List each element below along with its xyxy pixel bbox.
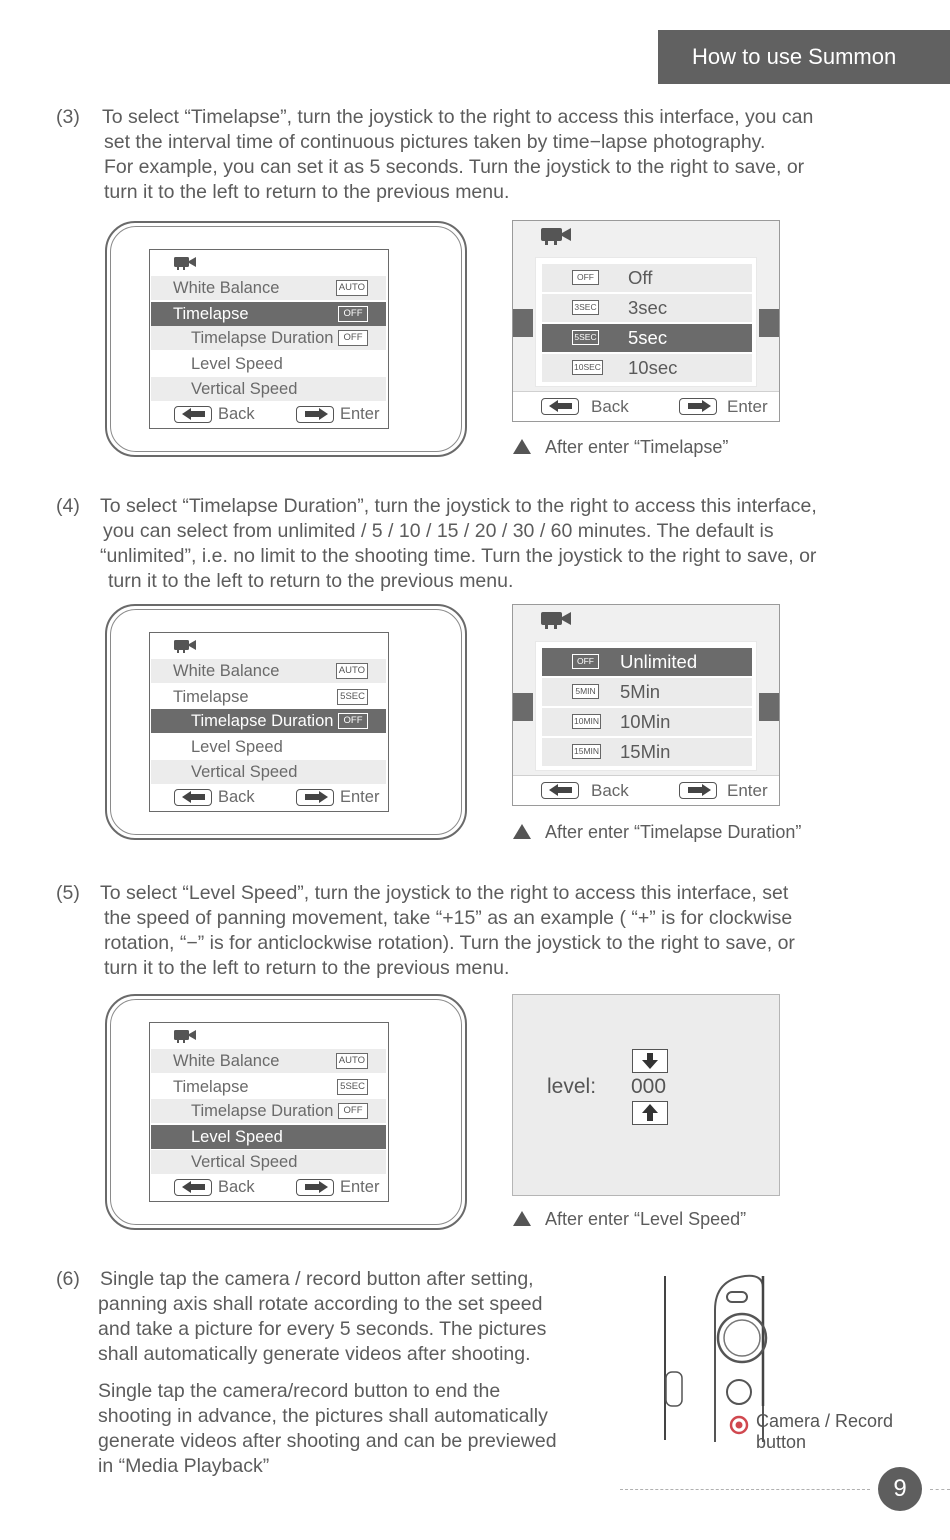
menu-row-timelapse[interactable] (151, 302, 386, 326)
menu-label: Level Speed (191, 355, 283, 373)
option-3sec[interactable] (542, 294, 752, 322)
menu-row-timelapse[interactable] (151, 685, 386, 709)
menu-row-vertical-speed[interactable] (151, 377, 386, 401)
settings-menu (149, 1022, 389, 1202)
video-camera-icon (541, 611, 571, 629)
menu-label: Level Speed (191, 738, 283, 756)
triangle-icon (513, 824, 531, 839)
paragraph-line: panning axis shall rotate according to the set speed (98, 1293, 543, 1315)
option-badge: 3SEC (572, 300, 599, 315)
menu-row-vertical-speed[interactable] (151, 760, 386, 784)
option-label: 3sec (628, 297, 668, 318)
device-screen-level-speed (105, 994, 467, 1230)
menu-label: Timelapse Duration (191, 329, 334, 347)
menu-row-white-balance[interactable] (151, 276, 386, 300)
level-speed-screen (512, 994, 780, 1196)
status-badge: 5SEC (337, 1079, 368, 1095)
right-arrow-icon[interactable] (679, 398, 717, 415)
figure-caption (513, 1209, 746, 1230)
section-number: (5) (56, 882, 80, 904)
option-10sec[interactable] (542, 354, 752, 382)
menu-row-timelapse-duration[interactable] (151, 1099, 386, 1123)
option-list (535, 257, 757, 387)
back-label: Back (591, 397, 629, 416)
triangle-icon (513, 1211, 531, 1226)
paragraph-line: and take a picture for every 5 seconds. The pictures (98, 1318, 547, 1340)
back-label: Back (218, 788, 255, 806)
option-badge: 10MIN (572, 714, 601, 729)
menu-label: Level Speed (191, 1128, 283, 1146)
enter-label: Enter (727, 397, 768, 416)
paragraph-line: shall automatically generate videos after shooting. (98, 1343, 531, 1365)
settings-menu (149, 632, 389, 812)
scroll-indicator-left (513, 309, 533, 337)
label-line: button (756, 1432, 807, 1452)
menu-label: Timelapse (173, 688, 249, 706)
paragraph-line: you can select from unlimited / 5 / 10 / 15 / 20 / 30 / 60 minutes. The default is (103, 520, 774, 542)
timelapse-popup (512, 220, 780, 422)
paragraph-line: Single tap the camera/record button to end the (98, 1380, 501, 1402)
section-4-text (56, 494, 936, 594)
right-arrow-icon[interactable] (679, 782, 717, 799)
paragraph-line: turn it to the left to return to the previous menu. (104, 957, 510, 979)
back-label: Back (218, 405, 255, 423)
section-5-text (56, 881, 936, 981)
menu-row-timelapse[interactable] (151, 1075, 386, 1099)
option-off[interactable] (542, 264, 752, 292)
option-unlimited[interactable] (542, 648, 752, 676)
left-arrow-icon[interactable] (541, 398, 579, 415)
paragraph-line: Single tap the camera / record button after setting, (100, 1268, 534, 1290)
section-3-text (56, 105, 936, 205)
status-badge: OFF (338, 330, 368, 346)
back-label: Back (218, 1178, 255, 1196)
menu-nav-bar (150, 402, 387, 426)
caption-text: After enter “Level Speed” (545, 1209, 747, 1229)
menu-label: Timelapse (173, 305, 249, 323)
settings-menu (149, 249, 389, 429)
figure-caption (513, 822, 801, 843)
triangle-icon (513, 439, 531, 454)
up-arrow-icon[interactable] (632, 1101, 668, 1125)
option-5min[interactable] (542, 678, 752, 706)
paragraph-line: To select “Timelapse”, turn the joystick to the right to access this interface, you can (102, 106, 814, 128)
option-label: 15Min (620, 741, 671, 762)
menu-label: Timelapse Duration (191, 1102, 334, 1120)
left-arrow-icon[interactable] (174, 406, 212, 423)
enter-label: Enter (340, 405, 380, 423)
option-badge: OFF (572, 270, 599, 285)
scroll-indicator-left (513, 693, 533, 721)
left-arrow-icon[interactable] (174, 789, 212, 806)
section-6-text (56, 1267, 626, 1479)
menu-row-level-speed[interactable] (151, 1125, 386, 1149)
footer-divider (620, 1489, 870, 1490)
level-label: level: (547, 1075, 597, 1098)
page-number: 9 (878, 1467, 922, 1511)
menu-row-white-balance[interactable] (151, 1049, 386, 1073)
enter-label: Enter (727, 781, 768, 800)
option-badge: 10SEC (572, 360, 603, 375)
option-badge: 5SEC (572, 330, 599, 345)
option-15min[interactable] (542, 738, 752, 766)
option-label: 10sec (628, 357, 678, 378)
menu-label: Vertical Speed (191, 380, 298, 398)
caption-text: After enter “Timelapse” (545, 437, 729, 457)
footer-divider (930, 1489, 950, 1490)
video-camera-icon (174, 639, 196, 653)
paragraph-line: For example, you can set it as 5 seconds. Turn the joystick to the right to save, or (104, 156, 805, 178)
section-number: (6) (56, 1268, 80, 1290)
paragraph-line: turn it to the left to return to the previous menu. (104, 181, 510, 203)
menu-label: Timelapse Duration (191, 712, 334, 730)
scroll-indicator-right (759, 693, 779, 721)
status-badge: AUTO (336, 1053, 368, 1069)
menu-label: White Balance (173, 1052, 280, 1070)
option-list (535, 641, 757, 771)
menu-label: Vertical Speed (191, 763, 298, 781)
device-screen-timelapse-duration (105, 604, 467, 840)
status-badge: 5SEC (337, 689, 368, 705)
left-arrow-icon[interactable] (174, 1179, 212, 1196)
status-badge: OFF (338, 1103, 368, 1119)
timelapse-duration-popup (512, 604, 780, 806)
video-camera-icon (174, 1029, 196, 1043)
menu-label: Vertical Speed (191, 1153, 298, 1171)
option-5sec[interactable] (542, 324, 752, 352)
menu-label: Timelapse (173, 1078, 249, 1096)
status-badge: AUTO (336, 663, 368, 679)
right-arrow-icon[interactable] (296, 1179, 334, 1196)
menu-row-level-speed[interactable] (151, 352, 386, 376)
popup-nav-bar (513, 775, 779, 805)
option-10min[interactable] (542, 708, 752, 736)
right-arrow-icon[interactable] (296, 406, 334, 423)
enter-label: Enter (340, 1178, 380, 1196)
section-number: (4) (56, 495, 80, 517)
video-camera-icon (541, 227, 571, 245)
option-label: Unlimited (620, 651, 698, 672)
gimbal-handle-illustration (655, 1270, 945, 1460)
paragraph-line: To select “Level Speed”, turn the joystick to the right to access this interface, set (100, 882, 789, 904)
paragraph-line: shooting in advance, the pictures shall automatically (98, 1405, 548, 1427)
down-arrow-icon[interactable] (632, 1049, 668, 1073)
menu-row-timelapse-duration[interactable] (151, 326, 386, 350)
option-label: Off (628, 267, 653, 288)
paragraph-line: in “Media Playback” (98, 1455, 270, 1477)
option-badge: 5MIN (572, 684, 599, 699)
section-number: (3) (56, 106, 80, 128)
paragraph-line: turn it to the left to return to the previous menu. (108, 570, 514, 592)
scroll-indicator-right (759, 309, 779, 337)
menu-row-white-balance[interactable] (151, 659, 386, 683)
menu-row-timelapse-duration[interactable] (151, 709, 386, 733)
level-value: 000 (631, 1075, 667, 1098)
status-badge: OFF (338, 306, 368, 322)
menu-row-level-speed[interactable] (151, 735, 386, 759)
page-header-title: How to use Summon (658, 30, 950, 84)
menu-nav-bar (150, 785, 387, 809)
menu-label: White Balance (173, 279, 280, 297)
caption-text: After enter “Timelapse Duration” (545, 822, 802, 842)
paragraph-line: the speed of panning movement, take “+15” as an example ( “+” is for clockwise (104, 907, 793, 929)
paragraph-line: generate videos after shooting and can be previewed (98, 1430, 557, 1452)
menu-row-vertical-speed[interactable] (151, 1150, 386, 1174)
video-camera-icon (174, 256, 196, 270)
option-badge: 15MIN (572, 744, 601, 759)
option-badge: OFF (572, 654, 599, 669)
device-screen-timelapse (105, 221, 467, 457)
option-label: 5sec (628, 327, 668, 348)
option-label: 5Min (620, 681, 661, 702)
popup-nav-bar (513, 391, 779, 421)
paragraph-line: “unlimited”, i.e. no limit to the shooting time. Turn the joystick to the right to save, or (100, 545, 817, 567)
paragraph-line: To select “Timelapse Duration”, turn the joystick to the right to access this interface, (100, 495, 817, 517)
option-label: 10Min (620, 711, 671, 732)
left-arrow-icon[interactable] (541, 782, 579, 799)
menu-label: White Balance (173, 662, 280, 680)
right-arrow-icon[interactable] (296, 789, 334, 806)
status-badge: OFF (338, 713, 368, 729)
menu-nav-bar (150, 1175, 387, 1199)
label-line: Camera / Record (756, 1411, 894, 1431)
enter-label: Enter (340, 788, 380, 806)
back-label: Back (591, 781, 629, 800)
record-button-label (756, 1411, 893, 1453)
figure-caption (513, 437, 728, 458)
status-badge: AUTO (336, 280, 368, 296)
paragraph-line: set the interval time of continuous pictures taken by time−lapse photography. (104, 131, 766, 153)
paragraph-line: rotation, “−” is for anticlockwise rotation). Turn the joystick to the right to save, or (104, 932, 795, 954)
